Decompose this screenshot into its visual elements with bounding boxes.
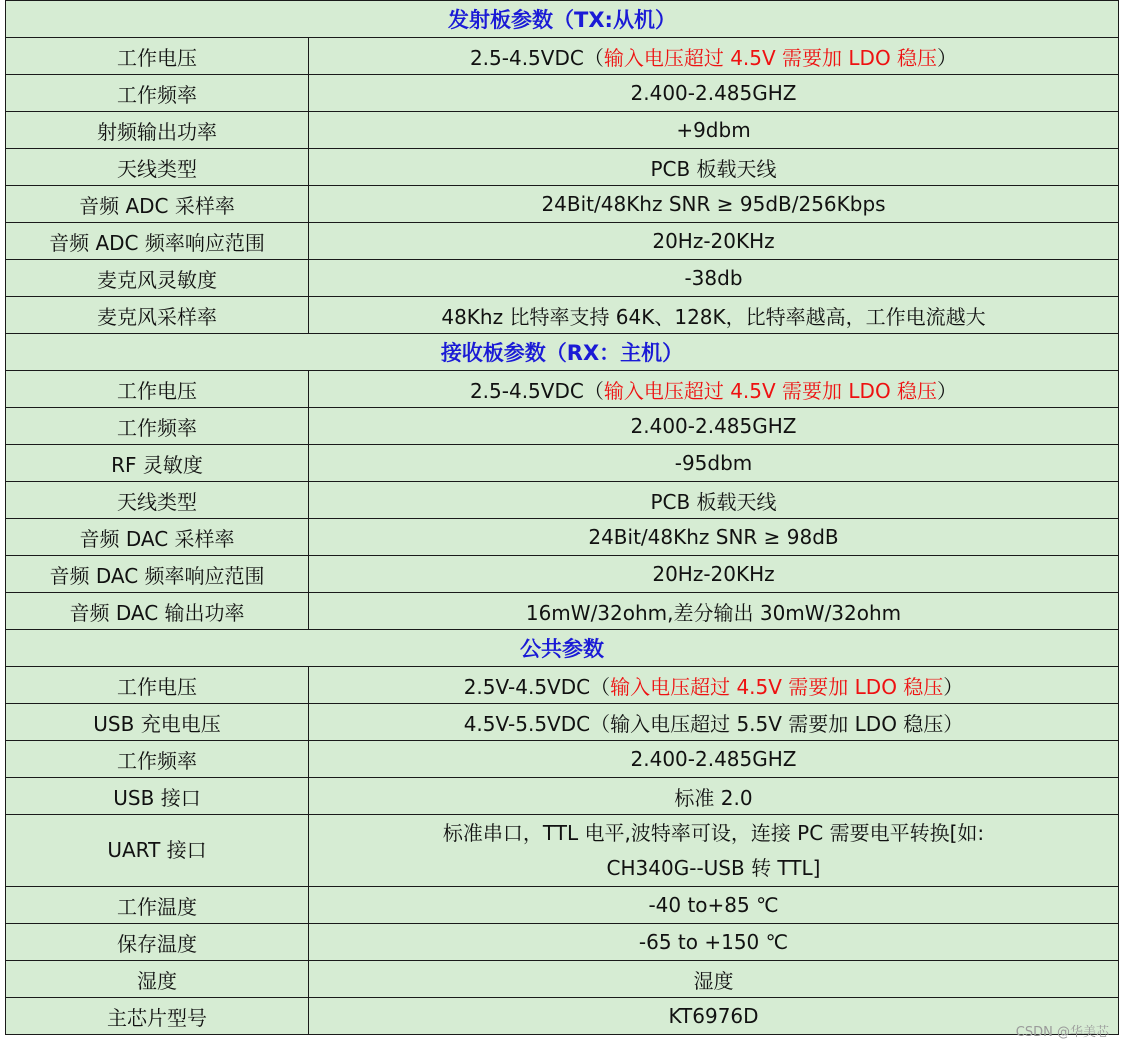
row-label: 工作电压 xyxy=(6,371,309,408)
row-value: 2.400-2.485GHZ xyxy=(309,75,1119,112)
row-label: 音频 DAC 频率响应范围 xyxy=(6,556,309,593)
row-label: 射频输出功率 xyxy=(6,112,309,149)
section-header-rx xyxy=(6,334,1119,371)
row-label: 工作温度 xyxy=(6,887,309,924)
row-label: 保存温度 xyxy=(6,924,309,961)
row-value: 2.5-4.5VDC（输入电压超过 4.5V 需要加 LDO 稳压） xyxy=(309,371,1119,408)
warning-text: 输入电压超过 4.5V 需要加 LDO 稳压 xyxy=(610,674,944,699)
row-label: 湿度 xyxy=(6,961,309,998)
row-value: 48Khz 比特率支持 64K、128K，比特率越高，工作电流越大 xyxy=(309,297,1119,334)
row-value: 16mW/32ohm,差分输出 30mW/32ohm xyxy=(309,593,1119,630)
row-label: 工作频率 xyxy=(6,741,309,778)
row-label: USB 接口 xyxy=(6,778,309,815)
table-row xyxy=(6,223,1119,260)
table-row xyxy=(6,408,1119,445)
row-label: 麦克风采样率 xyxy=(6,297,309,334)
row-label: 天线类型 xyxy=(6,149,309,186)
row-value: 24Bit/48Khz SNR ≥ 98dB xyxy=(309,519,1119,556)
table-row xyxy=(6,667,1119,704)
row-label: 音频 DAC 采样率 xyxy=(6,519,309,556)
section-title: 发射板参数（TX:从机） xyxy=(6,1,1119,38)
table-row xyxy=(6,815,1119,887)
row-label: 工作频率 xyxy=(6,75,309,112)
row-label: 工作频率 xyxy=(6,408,309,445)
row-value: 20Hz-20KHz xyxy=(309,223,1119,260)
table-row xyxy=(6,186,1119,223)
row-value: -95dbm xyxy=(309,445,1119,482)
row-label: UART 接口 xyxy=(6,815,309,887)
row-label: 工作电压 xyxy=(6,667,309,704)
table-row xyxy=(6,297,1119,334)
table-row xyxy=(6,519,1119,556)
row-label: 工作电压 xyxy=(6,38,309,75)
row-value: 4.5V-5.5VDC（输入电压超过 5.5V 需要加 LDO 稳压） xyxy=(309,704,1119,741)
table-row xyxy=(6,445,1119,482)
row-value: 2.400-2.485GHZ xyxy=(309,408,1119,445)
table-row xyxy=(6,556,1119,593)
row-label: 音频 ADC 采样率 xyxy=(6,186,309,223)
table-row xyxy=(6,778,1119,815)
spec-table xyxy=(5,0,1119,1035)
row-value: 20Hz-20KHz xyxy=(309,556,1119,593)
row-value: 标准 2.0 xyxy=(309,778,1119,815)
table-row xyxy=(6,924,1119,961)
table-row xyxy=(6,887,1119,924)
watermark: CSDN @华美芯 xyxy=(1015,1025,1109,1040)
table-row xyxy=(6,371,1119,408)
warning-text: 输入电压超过 4.5V 需要加 LDO 稳压 xyxy=(603,378,938,403)
row-label: USB 充电电压 xyxy=(6,704,309,741)
section-header-tx xyxy=(6,1,1119,38)
table-row xyxy=(6,75,1119,112)
row-value: 标准串口，TTL 电平,波特率可设，连接 PC 需要电平转换[如: CH340G--USB 转 TTL] xyxy=(309,815,1119,887)
row-value: PCB 板载天线 xyxy=(309,482,1119,519)
section-title: 公共参数 xyxy=(6,630,1119,667)
row-value: PCB 板载天线 xyxy=(309,149,1119,186)
row-value: KT6976D xyxy=(309,998,1119,1035)
table-row xyxy=(6,961,1119,998)
table-row xyxy=(6,260,1119,297)
row-value: 2.5V-4.5VDC（输入电压超过 4.5V 需要加 LDO 稳压） xyxy=(309,667,1119,704)
table-row xyxy=(6,593,1119,630)
row-value: -65 to +150 ℃ xyxy=(309,924,1119,961)
row-value: 24Bit/48Khz SNR ≥ 95dB/256Kbps xyxy=(309,186,1119,223)
table-row xyxy=(6,112,1119,149)
table-row xyxy=(6,741,1119,778)
row-label: 麦克风灵敏度 xyxy=(6,260,309,297)
table-row xyxy=(6,998,1119,1035)
row-label: 主芯片型号 xyxy=(6,998,309,1035)
row-label: RF 灵敏度 xyxy=(6,445,309,482)
row-label: 天线类型 xyxy=(6,482,309,519)
table-row xyxy=(6,38,1119,75)
table-row xyxy=(6,149,1119,186)
row-label: 音频 ADC 频率响应范围 xyxy=(6,223,309,260)
row-value: -38db xyxy=(309,260,1119,297)
row-value: 2.400-2.485GHZ xyxy=(309,741,1119,778)
row-label: 音频 DAC 输出功率 xyxy=(6,593,309,630)
section-header-common xyxy=(6,630,1119,667)
row-value: -40 to+85 ℃ xyxy=(309,887,1119,924)
table-row xyxy=(6,482,1119,519)
warning-text: 输入电压超过 4.5V 需要加 LDO 稳压 xyxy=(603,45,938,70)
row-value: 湿度 xyxy=(309,961,1119,998)
section-title: 接收板参数（RX：主机） xyxy=(6,334,1119,371)
row-value: +9dbm xyxy=(309,112,1119,149)
row-value: 2.5-4.5VDC（输入电压超过 4.5V 需要加 LDO 稳压） xyxy=(309,38,1119,75)
table-row xyxy=(6,704,1119,741)
